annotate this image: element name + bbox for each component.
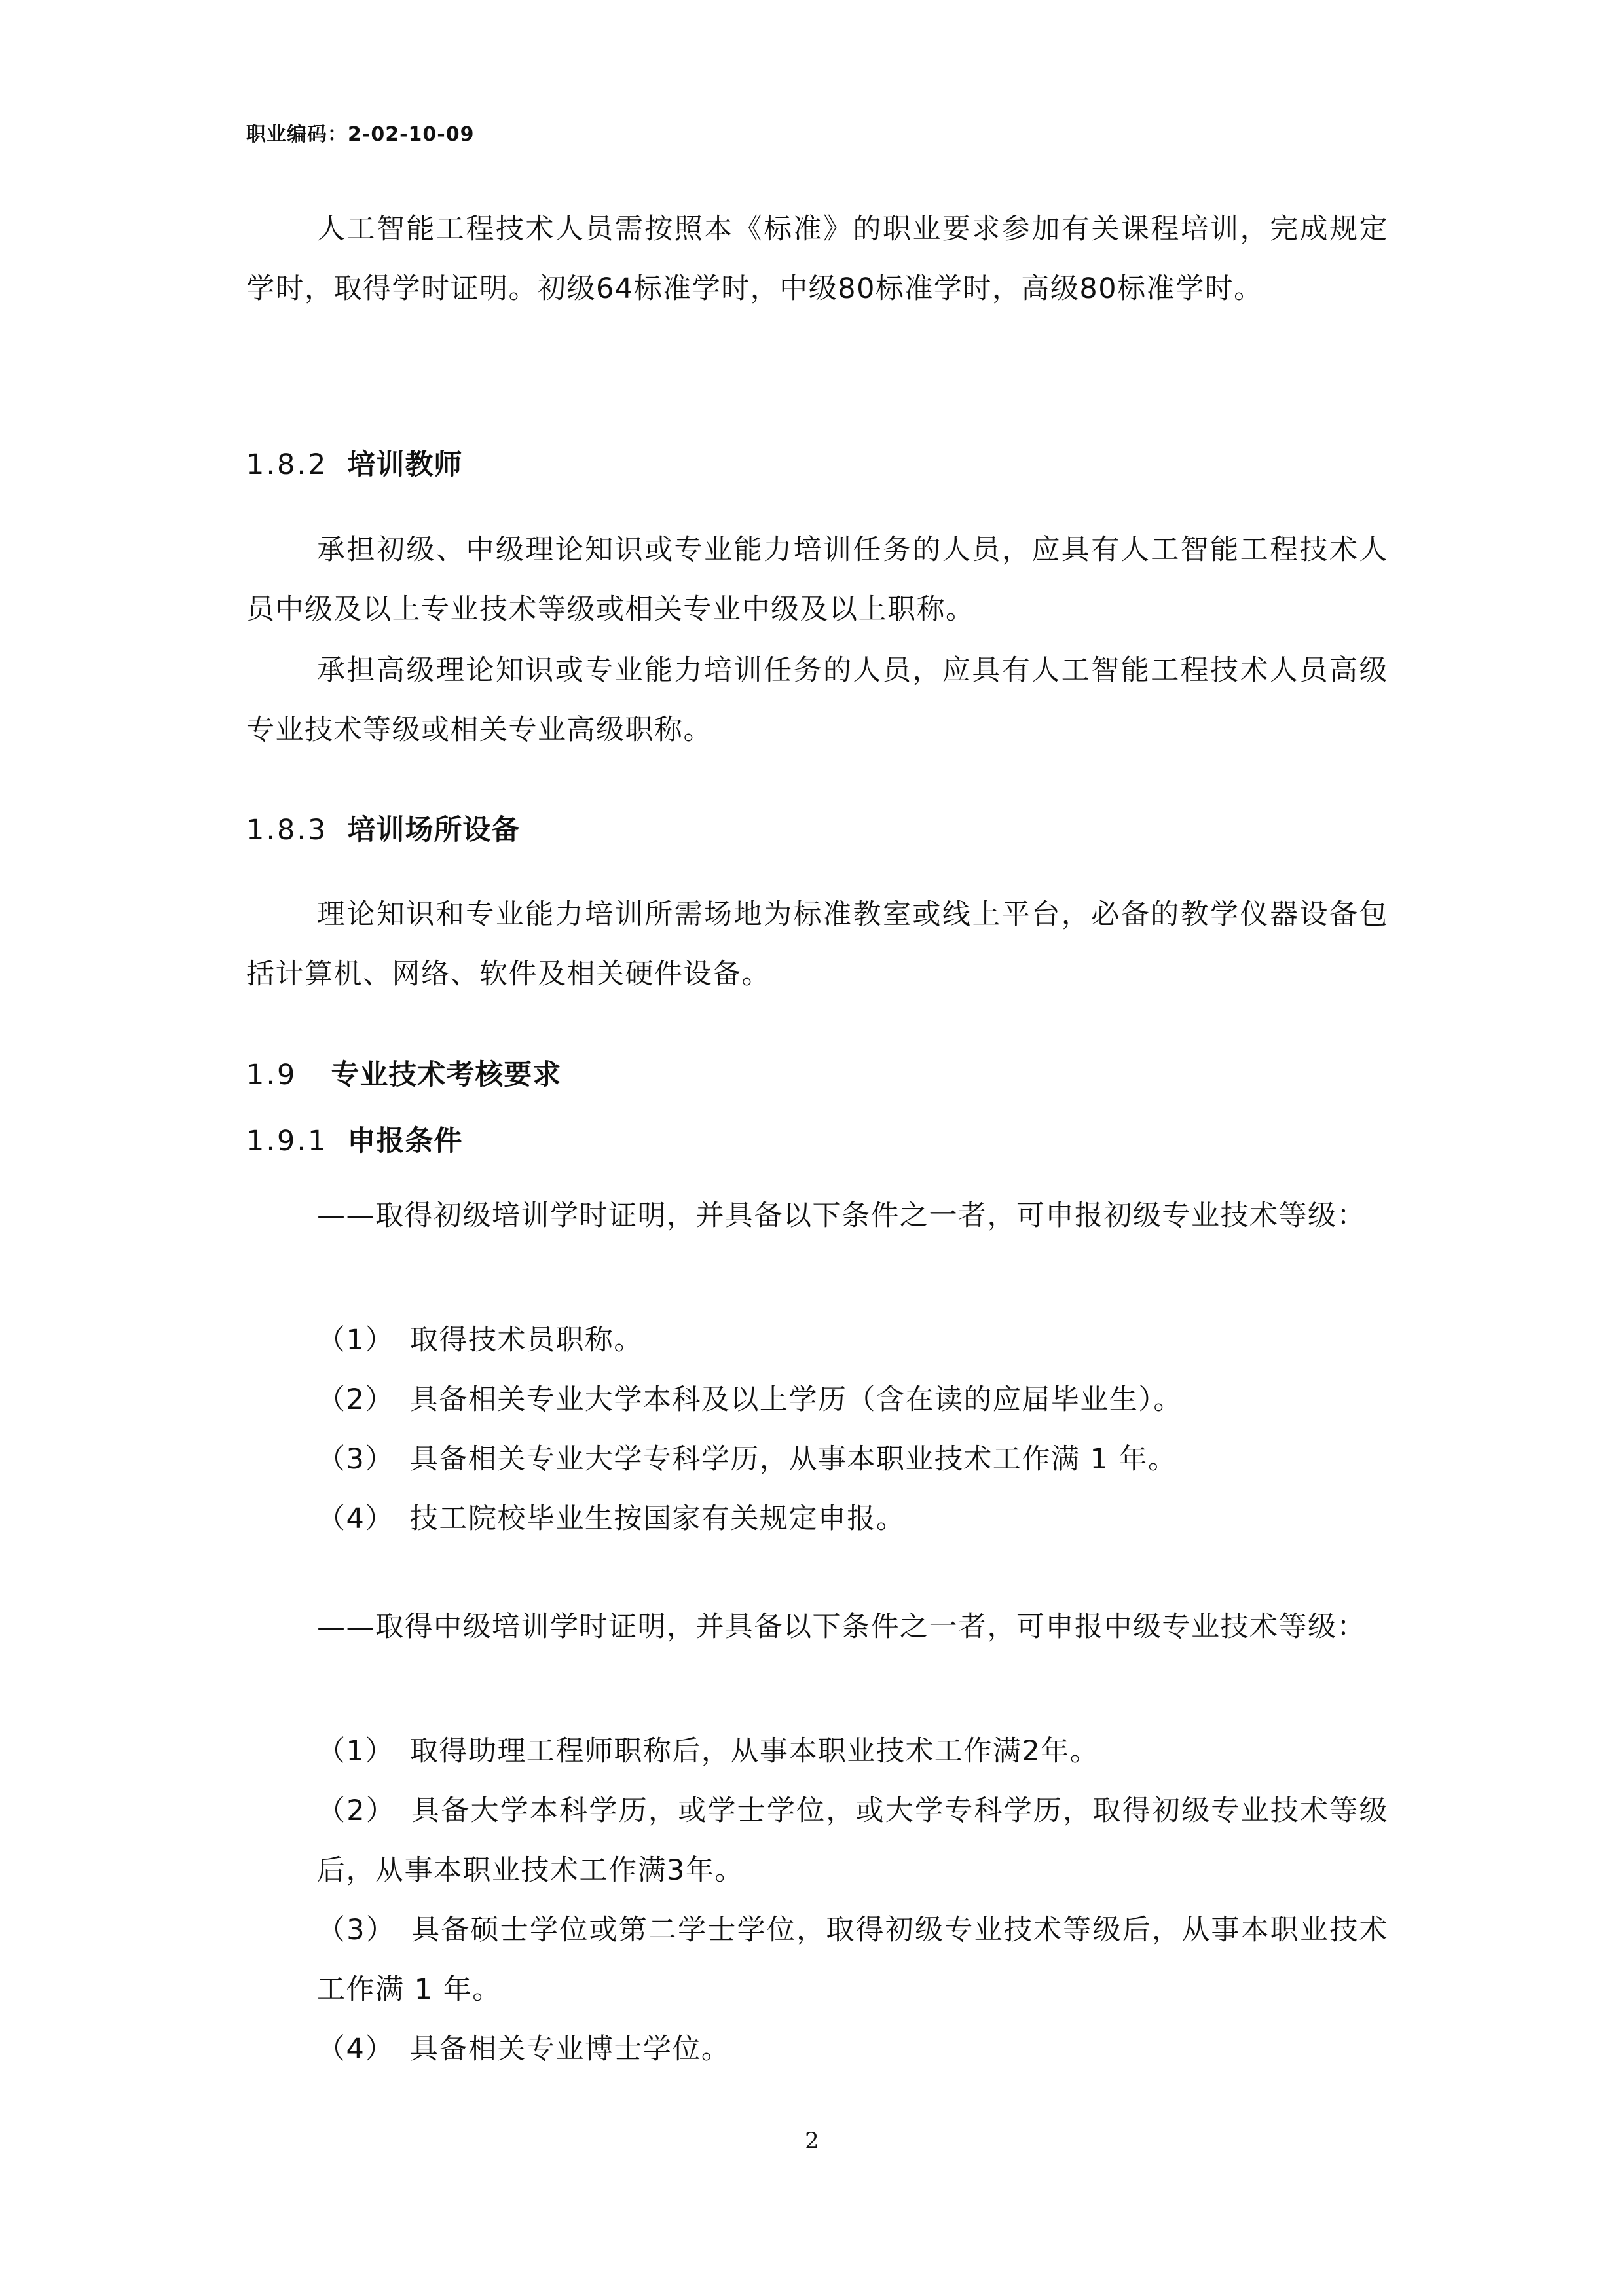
list-marker: （3） [317,1443,394,1476]
list-marker: （1） [317,1324,394,1357]
list-marker: （3） [317,1914,396,1946]
section-number: 1.9.1 [246,1125,328,1157]
list-marker: （2） [317,1795,396,1827]
section-title: 专业技术考核要求 [331,1059,562,1091]
section-1-9-heading [246,1055,1388,1095]
teacher-requirement-paragraph-2: 承担高级理论知识或专业能力培训任务的人员，应具有人工智能工程技术人员高级专业技术等级或相关专业高级职称。 [246,654,1388,746]
list-item-text: 具备相关专业大学专科学历，从事本职业技术工作满 1 年。 [409,1443,1177,1476]
list-item [317,1901,1388,2020]
section-title: 申报条件 [347,1125,463,1157]
section-number: 1.9 [246,1059,297,1091]
occupation-code-header: 职业编码：2-02-10-09 [246,123,475,146]
list-item [317,1370,1388,1430]
list-item [317,1722,1388,1781]
junior-level-intro-paragraph: ——取得初级培训学时证明，并具备以下条件之一者，可申报初级专业技术等级： [317,1199,1366,1232]
list-item-text: 具备相关专业大学本科及以上学历（含在读的应届毕业生）。 [409,1383,1183,1416]
middle-level-intro-paragraph: ——取得中级培训学时证明，并具备以下条件之一者，可申报中级专业技术等级： [317,1611,1366,1643]
page-number: 2 [805,2128,819,2154]
section-1-8-2-heading [246,445,1388,484]
list-item-text: 取得助理工程师职称后，从事本职业技术工作满2年。 [409,1735,1099,1768]
list-item-text: 具备大学本科学历，或学士学位，或大学专科学历，取得初级专业技术等级后，从事本职业技术工作满3年。 [317,1795,1389,1887]
list-item [317,2020,1388,2079]
list-item-text: 具备硕士学位或第二学士学位，取得初级专业技术等级后，从事本职业技术工作满 1 年。 [317,1914,1389,2006]
list-item [317,1311,1388,1370]
list-marker: （1） [317,1735,394,1768]
section-title: 培训场所设备 [347,814,521,847]
section-number: 1.8.3 [246,814,328,847]
list-item [317,1430,1388,1489]
list-item-text: 具备相关专业博士学位。 [409,2033,731,2066]
section-title: 培训教师 [347,448,463,481]
list-marker: （4） [317,2033,394,2066]
list-marker: （4） [317,1503,394,1535]
section-1-8-3-heading [246,811,1388,850]
list-marker: （2） [317,1383,394,1416]
section-number: 1.8.2 [246,448,328,481]
venue-paragraph: 理论知识和专业能力培训所需场地为标准教室或线上平台，必备的教学仪器设备包括计算机、网络、软件及相关硬件设备。 [246,898,1388,991]
list-item-text: 技工院校毕业生按国家有关规定申报。 [409,1503,906,1535]
list-item [317,1781,1388,1901]
training-hours-paragraph: 人工智能工程技术人员需按照本《标准》的职业要求参加有关课程培训，完成规定学时，取得学时证明。初级64标准学时，中级80标准学时，高级80标准学时。 [246,213,1388,305]
teacher-requirement-paragraph-1: 承担初级、中级理论知识或专业能力培训任务的人员，应具有人工智能工程技术人员中级及以上专业技术等级或相关专业中级及以上职称。 [246,534,1388,626]
list-item [317,1489,1388,1549]
section-1-9-1-heading [246,1121,1388,1161]
list-item-text: 取得技术员职称。 [409,1324,643,1357]
